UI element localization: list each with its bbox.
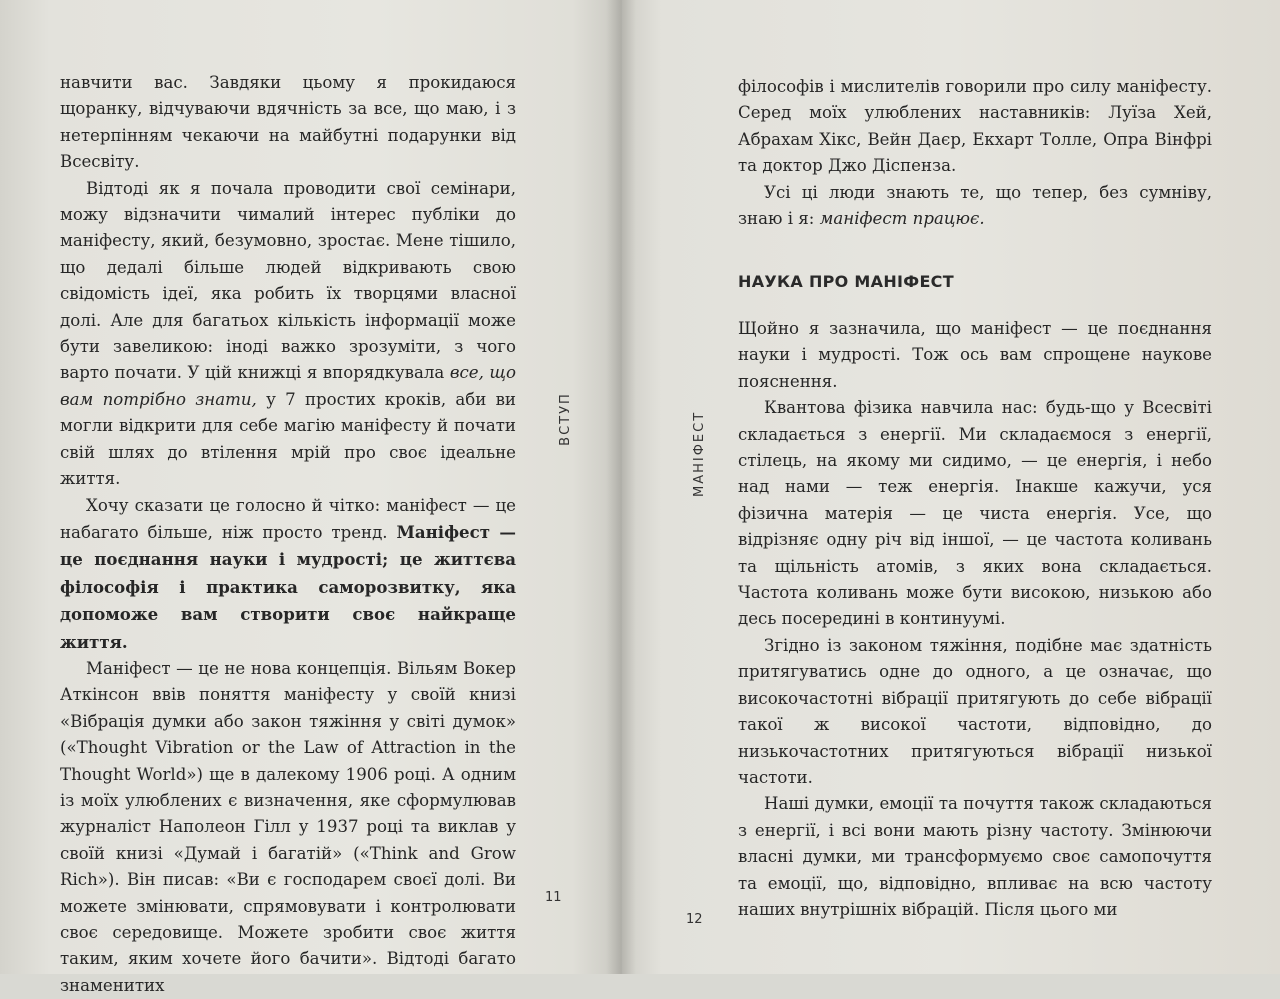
bold-statement: Маніфест — це поєднання науки і мудрості; це життєва філософія і практика саморозвитку, яка допоможе вам створити своє найкраще життя. xyxy=(60,521,516,652)
right-paragraph-4: Квантова фізика навчила нас: будь-що у Всесвіті складається з енергії. Ми складаємося з енергії, стілець, на якому ми сидимо, — це енергія, і небо над нами — теж енергія. Інакше кажучи, уся фізична матерія — це чиста енергія. Усе, що відрізняє одну річ від іншої, — це частота коливань та щільність атомів, з яких вона складається. Частота коливань може бути високою, низькою або десь посередині в континуумі. xyxy=(738,398,1212,629)
right-paragraph-2: Усі ці люди знають те, що тепер, без сумніву, знаю і я: маніфест працює. xyxy=(738,182,1212,229)
right-paragraph-5: Згідно із законом тяжіння, подібне має здатність притягуватись одне до одного, а це означає, що високочастотні вібрації притягують до себе вібрації такої ж високої частоти, відповідно, до низькочастотних притягуються вібрації низької частоти. xyxy=(738,635,1212,787)
running-head-right: МАНІФЕСТ xyxy=(692,410,707,497)
right-paragraph-3: Щойно я зазначила, що маніфест — це поєднання науки і мудрості. Тож ось вам спрощене наукове пояснення. xyxy=(738,319,1212,391)
right-page-intro xyxy=(738,74,1212,232)
left-paragraph-4: Маніфест — це не нова концепція. Вільям Вокер Аткінсон ввів поняття маніфесту у своїй книзі «Вібрація думки або закон тяжіння у світі думок» («Thought Vibration or the Law of Attraction in the Thought World») ще в далекому 1906 році. А одним із моїх улюблених є визначення, яке сформулював журналіст Наполеон Гілл у 1937 році та виклав у своїй книзі «Думай і багатій» («Think and Grow Rich»). Він писав: «Ви є господарем своєї долі. Ви можете змінювати, спрямовувати і контролювати своє середовище. Можете зробити своє життя таким, яким хочете його бачити». Відтоді багато знаменитих xyxy=(60,658,516,995)
page-number-right: 12 xyxy=(686,912,703,927)
right-paragraph-1: філософів і мислителів говорили про силу маніфесту. Серед моїх улюблених наставників: Луїза Хей, Абрахам Хікс, Вейн Даєр, Екхарт Толле, Опра Вінфрі та доктор Джо Діспенза. xyxy=(738,77,1212,176)
left-page-text xyxy=(60,70,516,999)
left-paragraph-3: Хочу сказати це голосно й чітко: маніфест — це набагато більше, ніж просто тренд. Маніфест — це поєднання науки і мудрості; це життєва філософія і практика саморозвитку, яка допоможе вам створити своє найкраще життя. xyxy=(60,495,516,652)
running-head-left: ВСТУП xyxy=(558,392,573,446)
emphasis-text: все, що вам потрібно знати, xyxy=(60,363,516,409)
left-paragraph-1: навчити вас. Завдяки цьому я прокидаюся щоранку, відчуваючи вдячність за все, що маю, і з нетерпінням чекаючи на майбутні подарунки від Всесвіту. xyxy=(60,73,516,172)
left-paragraph-2: Відтоді як я почала проводити свої семінари, можу відзначити чималий інтерес публіки до маніфесту, який, безумовно, зростає. Мене тішило, що дедалі більше людей відкривають свою свідомість ідеї, яка робить їх творцями власної долі. Але для багатьох кількість інформації може бути завеликою: іноді важко зрозуміти, з чого варто почати. У цій книжці я впорядкувала все, що вам потрібно знати, у 7 простих кроків, аби ви могли відкрити для себе магію маніфесту й почати свій шлях до втілення мрій про своє ідеальне життя. xyxy=(60,178,516,489)
right-paragraph-6: Наші думки, емоції та почуття також складаються з енергії, і всі вони мають різну частоту. Змінюючи власні думки, ми трансформуємо своє самопочуття та емоції, що, відповідно, впливає на всю частоту наших внутрішніх вібрацій. Після цього ми xyxy=(738,794,1212,919)
right-page-body xyxy=(738,316,1212,923)
emphasis-text: маніфест працює. xyxy=(819,209,985,229)
section-heading: НАУКА ПРО МАНІФЕСТ xyxy=(738,272,954,291)
page-number-left: 11 xyxy=(545,890,562,905)
